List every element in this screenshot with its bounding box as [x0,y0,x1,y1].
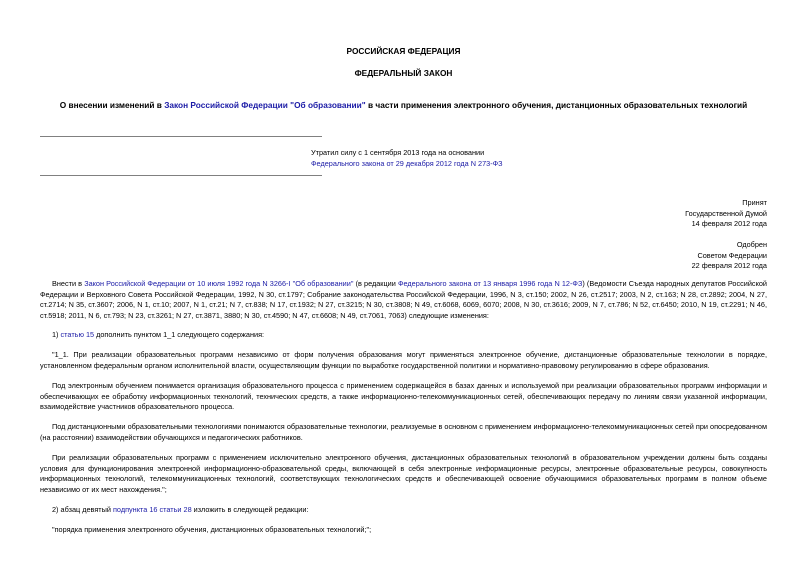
adopted-block [567,198,767,230]
status-repeal-link[interactable]: Федерального закона от 29 декабря 2012 года N 273-ФЗ [311,158,503,168]
status-block [311,148,611,169]
item-2 [40,505,767,516]
intro-paragraph [40,279,767,321]
approved-label: Одобрен [736,240,767,249]
item2-post: изложить в следующей редакции: [191,505,309,514]
intro-mid: (в редакции [353,279,398,288]
article-15-link[interactable]: статью 15 [60,330,95,339]
approved-by: Советом Федерации [697,250,767,260]
item-1 [40,330,767,341]
accepted-by: Государственной Думой [685,208,767,218]
intro-law-link[interactable]: Закон Российской Федерации от 10 июля 1992 года N 3266-I "Об образовании" [84,279,354,288]
accepted-date: 14 февраля 2012 года [691,219,767,229]
title-pre: О внесении изменений в [59,100,165,110]
para-elearning: Под электронным обучением понимается организация образовательного процесса с применением содержащейся в базах данных и используемой при реализации образовательных программ информации и обеспечивающих ее обработку информационных технологий, технических средств, а также информационно-телекоммуникационных сетей, обеспечивающих передачу по линиям связи указанной информации, взаимодействие участников образовательного процесса. [40,381,767,412]
item2-pre: 2) абзац девятый [52,505,113,514]
intro-post: ) (Ведомости Съезда народных депутатов Российской Федерации и Верховного Совета Российской Федерации, 1992, N 30, ст.1797; Собрание законодательства Российской Федерации, 1996, N 3, ст.150; 2002, N 26, ст.2517; 2003, N 2, ст.163; N 28, ст.2892; 2004, N 27, ст.2714; N 35, ст.3607; 2006, N 1, ст.10; 2007, N 1, ст.21; N 7, ст.838; N 17, ст.1932; N 27, ст.3215; N 30, ст.3808; N 49, ст.6068, 6069, 6070; 2008, N 30, ст.3616; 2009, N 7, ст.786; N 52, ст.6450; 2010, N 19, ст.2291; N 46, ст.5918; 2011, N 6, ст.793; N 23, ст.3261; N 27, ст.3871, 3880; N 30, ст.4590; N 47, ст.6608; N 49, ст.7061, 7063) следующие изменения: [40,279,767,320]
status-text: Утратил силу с 1 сентября 2013 года на основании [311,148,485,157]
para-distance-tech: Под дистанционными образовательными технологиями понимаются образовательные технологии, реализуемые в основном с применением информационно-телекоммуникационных сетей при опосредованном (на расстоянии) взаимодействии обучающихся и педагогических работников. [40,422,767,442]
item1-pre: 1) [52,330,61,339]
approved-date: 22 февраля 2012 года [691,261,767,271]
page-title [40,100,767,111]
accepted-label: Принят [742,198,767,207]
divider-bottom [40,175,322,176]
header-country: РОССИЙСКАЯ ФЕДЕРАЦИЯ [346,46,461,56]
item1-post: дополнить пунктом 1_1 следующего содержания: [94,330,265,339]
header-doc-type: ФЕДЕРАЛЬНЫЙ ЗАКОН [354,68,453,78]
quote-2: "порядка применения электронного обучения, дистанционных образовательных технологий;"; [52,525,372,534]
intro-pre: Внести в [52,279,85,288]
quote-1-1: "1_1. При реализации образовательных программ независимо от форм получения образования могут применяться электронное обучение, дистанционные образовательные технологии в порядке, установленном федеральным органом исполнительной власти, осуществляющим функции по выработке государственной политики и нормативно-правовому регулированию в сфере образования. [40,350,767,370]
article-28-link[interactable]: подпункта 16 статьи 28 [112,505,192,514]
title-law-link[interactable]: Закон Российской Федерации "Об образовании" [164,100,366,110]
title-post: в части применения электронного обучения, дистанционных образовательных технологий [365,100,748,110]
divider-top [40,136,322,137]
intro-amendment-link[interactable]: Федерального закона от 13 января 1996 года N 12-ФЗ [397,279,583,288]
approved-block [567,240,767,272]
para-exclusive: При реализации образовательных программ с применением исключительно электронного обучения, дистанционных образовательных технологий в образовательном учреждении должны быть созданы условия для функционирования электронной информационно-образовательной среды, включающей в себя электронные информационные ресурсы, электронные образовательные ресурсы, совокупность информационных технологий, телекоммуникационных технологий, соответствующих технологических средств и обеспечивающей освоение обучающимися образовательных программ в полном объеме независимо от их мест нахождения."; [40,453,767,494]
